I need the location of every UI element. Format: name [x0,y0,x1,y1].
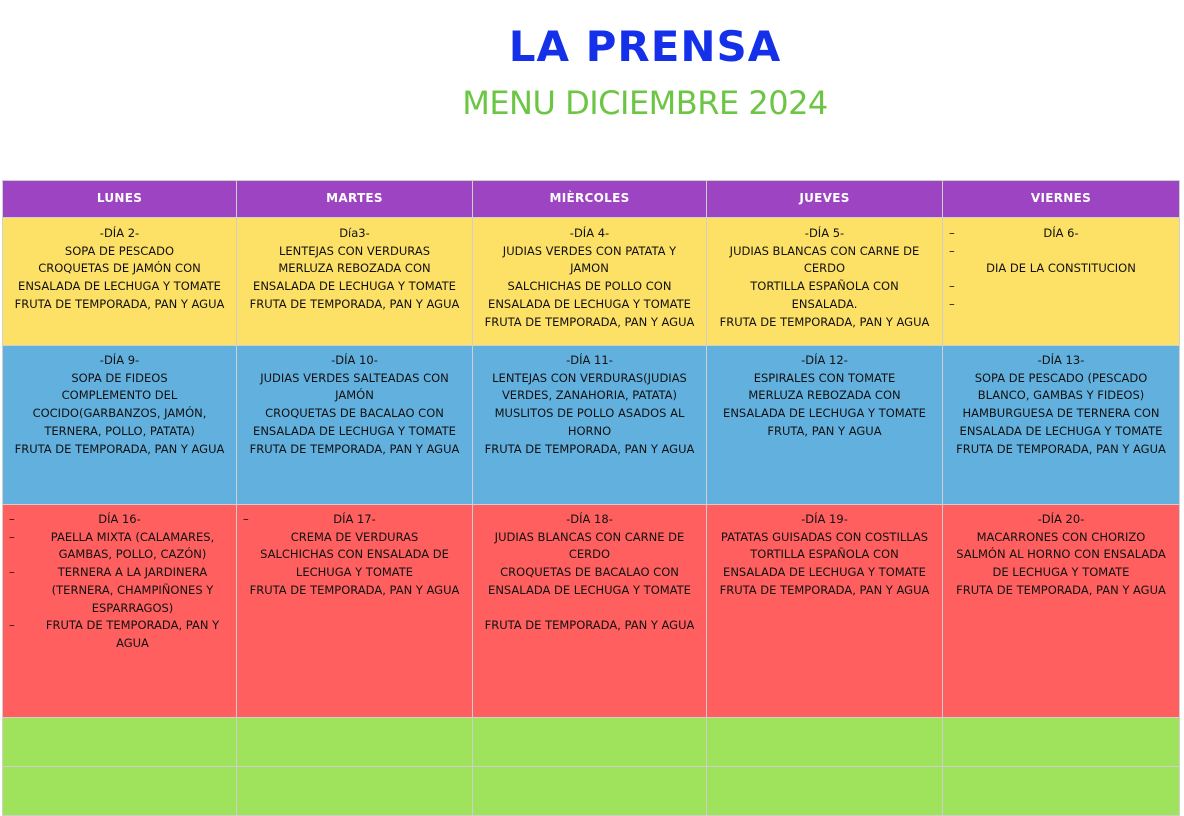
cell-line: (TERNERA, CHAMPIÑONES Y [51,582,214,597]
page-title: LA PRENSA [508,22,782,71]
cell-line: -DÍA 12- [801,353,848,367]
cell-line: SOPA DE PESCADO [64,243,175,258]
cell-line [947,225,1175,243]
cell-line: FRUTA DE TEMPORADA, PAN Y AGUA [249,296,460,311]
cell-line: MACARRONES CON CHORIZO [976,529,1146,544]
day-label: DÍA 6- [1043,226,1079,240]
cell-line: SOPA DE FIDEOS [71,370,168,385]
cell-line: MERLUZA REBOZADA CON [278,261,431,276]
cell-line: ENSALADA DE LECHUGA Y TOMATE [253,423,456,438]
header-lunes: LUNES [3,181,237,218]
cell-line: LENTEJAS CON VERDURAS [278,243,430,258]
empty-cell [707,767,943,816]
cell-line: TERNERA, POLLO, PATATA) [44,423,195,438]
bullet-item [7,564,232,617]
cell-line: AGUA [116,635,149,650]
cell-line: ENSALADA DE LECHUGA Y TOMATE [488,296,691,311]
cell-line: LENTEJAS CON VERDURAS(JUDIAS [492,370,687,385]
header-martes: MARTES [237,181,473,218]
header-viernes: VIERNES [943,181,1180,218]
cell-line: -DÍA 20- [1037,512,1085,526]
cell-line: FRUTA DE TEMPORADA, PAN Y AGUA [249,441,460,456]
cell-line: HAMBURGUESA DE TERNERA CON [962,406,1160,421]
cell-line: MUSLITOS DE POLLO ASADOS AL [494,406,685,421]
menu-cell-dia-2 [3,218,237,346]
cell-line: CROQUETAS DE BACALAO CON [500,565,679,580]
menu-cell-dia-12 [707,346,943,505]
empty-cell [707,718,943,767]
bullet-item [7,529,232,564]
menu-cell-dia-4 [473,218,707,346]
cell-line: CROQUETAS DE JAMÓN CON [38,261,201,276]
menu-cell-dia-3 [237,218,473,346]
cell-line: FRUTA DE TEMPORADA, PAN Y AGUA [14,296,225,311]
header-row [3,181,1180,218]
cell-line: FRUTA DE TEMPORADA, PAN Y AGUA [956,582,1166,597]
week-row-1 [3,218,1180,346]
bullet-dash: – [949,243,955,258]
week-row-4 [3,718,1180,767]
week-row-5 [3,767,1180,816]
cell-line [7,511,232,529]
cell-line: JUDIAS VERDES SALTEADAS CON [260,370,449,385]
day-label: DÍA 17- [333,512,376,526]
cell-line: COCIDO(GARBANZOS, JAMÓN, [32,406,207,421]
cell-line: FRUTA DE TEMPORADA, PAN Y AGUA [14,441,225,456]
empty-cell [943,767,1180,816]
cell-line: SALCHICHAS CON ENSALADA DE [260,547,449,562]
cell-line: ENSALADA DE LECHUGA Y TOMATE [723,406,926,421]
week-row-2 [3,346,1180,505]
blank-line [477,600,702,618]
cell-line: JUDIAS BLANCAS CON CARNE DE [729,243,920,258]
menu-cell-dia-20 [943,505,1180,718]
menu-cell-dia-5 [707,218,943,346]
cell-line: FRUTA DE TEMPORADA, PAN Y [45,618,220,633]
cell-line: ESPARRAGOS) [91,600,174,615]
menu-cell-dia-10 [237,346,473,505]
cell-line: CERDO [568,547,611,562]
menu-cell-dia-17 [237,505,473,718]
empty-cell [3,767,237,816]
cell-line: -DÍA 2- [99,226,140,240]
empty-cell [3,718,237,767]
empty-cell [943,718,1180,767]
cell-line [241,511,468,529]
empty-cell [473,767,707,816]
cell-line: TORTILLA ESPAÑOLA CON [750,547,899,562]
cell-line: -DÍA 4- [569,226,610,240]
bullet-dash: – [949,279,955,294]
cell-line: PATATAS GUISADAS CON COSTILLAS [720,529,929,544]
cell-line: ENSALADA DE LECHUGA Y TOMATE [18,279,221,294]
cell-line: JAMÓN [335,388,374,403]
cell-line: TORTILLA ESPAÑOLA CON [750,279,899,294]
cell-line: -DÍA 10- [331,353,378,367]
cell-line: FRUTA DE TEMPORADA, PAN Y AGUA [719,582,930,597]
cell-line: SALMÓN AL HORNO CON ENSALADA [956,547,1166,562]
cell-line: PAELLA MIXTA (CALAMARES, [50,529,215,544]
cell-line: BLANCO, GAMBAS Y FIDEOS) [977,388,1145,403]
cell-line: CREMA DE VERDURAS [290,529,419,544]
header-jueves: JUEVES [707,181,943,218]
menu-table [2,180,1180,816]
cell-line: ENSALADA DE LECHUGA Y TOMATE [723,565,926,580]
cell-line: ENSALADA DE LECHUGA Y TOMATE [253,279,456,294]
cell-line: ENSALADA DE LECHUGA Y TOMATE [959,423,1163,438]
bullet-dash: – [243,512,249,526]
cell-line: SOPA DE PESCADO (PESCADO [974,370,1148,385]
cell-line: ENSALADA. [791,296,858,311]
cell-line: FRUTA DE TEMPORADA, PAN Y AGUA [956,441,1166,456]
cell-line: FRUTA DE TEMPORADA, PAN Y AGUA [484,441,695,456]
cell-line: FRUTA DE TEMPORADA, PAN Y AGUA [719,314,930,329]
cell-line: ENSALADA DE LECHUGA Y TOMATE [488,582,691,597]
week-row-3 [3,505,1180,718]
cell-line: -DÍA 9- [99,353,140,367]
menu-cell-dia-13 [943,346,1180,505]
page-subtitle: MENU DICIEMBRE 2024 [462,84,828,122]
cell-line: DE LECHUGA Y TOMATE [992,565,1130,580]
cell-line: FRUTA DE TEMPORADA, PAN Y AGUA [484,314,695,329]
empty-cell [473,718,707,767]
bullet-dash: – [949,296,955,311]
cell-line: GAMBAS, POLLO, CAZÓN) [58,547,207,562]
cell-line: FRUTA DE TEMPORADA, PAN Y AGUA [484,618,695,633]
cell-line: FRUTA, PAN Y AGUA [767,423,882,438]
cell-line: MERLUZA REBOZADA CON [748,388,901,403]
bullet-dash: – [9,618,15,633]
cell-line: -DÍA 19- [801,512,848,526]
cell-line: JUDIAS VERDES CON PATATA Y [502,243,677,258]
cell-line: JUDIAS BLANCAS CON CARNE DE [494,529,685,544]
bullet-item [7,617,232,652]
day-label: DÍA 16- [98,512,141,526]
menu-cell-dia-16 [3,505,237,718]
menu-cell-dia-6 [943,218,1180,346]
cell-line: -DÍA 5- [804,226,845,240]
cell-line: HORNO [567,423,612,438]
bullet-dash: – [9,529,15,544]
cell-line: CROQUETAS DE BACALAO CON [265,406,444,421]
cell-line: -DÍA 18- [566,512,613,526]
empty-cell [237,767,473,816]
cell-line: -DÍA 13- [1037,353,1085,367]
cell-line: ESPIRALES CON TOMATE [753,370,896,385]
bullet-dash: – [9,565,15,580]
menu-cell-dia-11 [473,346,707,505]
cell-line: LECHUGA Y TOMATE [295,565,414,580]
cell-line: JAMON [570,261,609,276]
cell-line: -DÍA 11- [566,353,613,367]
menu-cell-dia-9 [3,346,237,505]
cell-line: COMPLEMENTO DEL [61,388,178,403]
cell-line: CERDO [803,261,846,276]
header-miercoles: MIÈRCOLES [473,181,707,218]
menu-cell-dia-19 [707,505,943,718]
holiday-label: DIA DE LA CONSTITUCION [986,261,1136,276]
cell-line: SALCHICHAS DE POLLO CON [507,279,672,294]
cell-line: FRUTA DE TEMPORADA, PAN Y AGUA [249,582,460,597]
empty-cell [237,718,473,767]
cell-line: TERNERA A LA JARDINERA [57,565,208,580]
menu-cell-dia-18 [473,505,707,718]
cell-line: VERDES, ZANAHORIA, PATATA) [501,388,678,403]
cell-line: Día3- [339,226,370,240]
bullet-dash: – [949,226,955,240]
bullet-dash: – [9,512,15,526]
